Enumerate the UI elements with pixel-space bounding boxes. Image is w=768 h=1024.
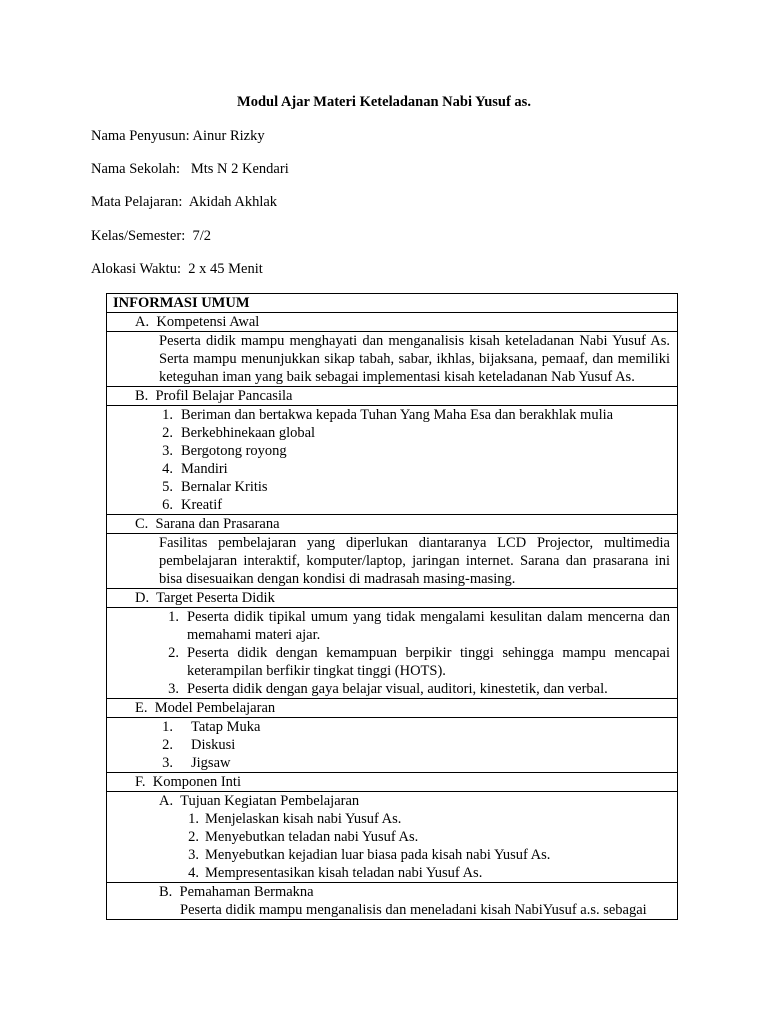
list-item: 1. Tatap Muka	[162, 719, 261, 735]
list-item: 3. Peserta didik dengan gaya belajar visual, auditori, kinestetik, dan verbal.	[168, 681, 608, 697]
section-a-text: Peserta didik mampu menghayati dan menganalisis kisah keteladanan Nabi Yusuf As. Serta mampu menunjukkan sikap tabah, sabar, ikhlas, bijaksana, pemaaf, dan memiliki keteguhan iman yang baik sebagai implementasi kisah keteladanan Nab Yusuf As.	[107, 332, 678, 387]
suba-title: A. Tujuan Kegiatan Pembelajaran	[159, 793, 360, 809]
list-item: 1. Peserta didik tipikal umum yang tidak mengalami kesulitan dalam mencerna dan memahami materi ajar.	[168, 609, 670, 643]
section-d-title: D. Target Peserta Didik	[107, 589, 678, 608]
list-item: 2. Peserta didik dengan kemampuan berpikir tinggi sehingga mampu mencapai keterampilan berfikir tingkat tinggi (HOTS).	[168, 645, 670, 679]
meta-kelas: Kelas/Semester: 7/2	[91, 228, 212, 244]
list-item: 4. Mempresentasikan kisah teladan nabi Yusuf As.	[188, 865, 483, 881]
info-table	[106, 293, 678, 920]
document-title: Modul Ajar Materi Keteladanan Nabi Yusuf as.	[237, 94, 531, 110]
list-item: 6. Kreatif	[162, 497, 223, 513]
section-e-list	[107, 718, 678, 773]
section-c-title: C. Sarana dan Prasarana	[107, 515, 678, 534]
section-f-title: F. Komponen Inti	[107, 773, 678, 792]
list-item: 3. Bergotong royong	[162, 443, 287, 459]
meta-mapel: Mata Pelajaran: Akidah Akhlak	[91, 194, 278, 210]
list-item: 3. Menyebutkan kejadian luar biasa pada kisah nabi Yusuf As.	[188, 847, 551, 863]
section-b-title: B. Profil Belajar Pancasila	[107, 387, 678, 406]
list-item: 1. Menjelaskan kisah nabi Yusuf As.	[188, 811, 402, 827]
list-item: 5. Bernalar Kritis	[162, 479, 268, 495]
section-c-text: Fasilitas pembelajaran yang diperlukan diantaranya LCD Projector, multimedia pembelajaran interaktif, komputer/laptop, jaringan internet. Sarana dan prasarana ini bisa disesuaikan dengan kondisi di madrasah masing-masing.	[107, 534, 678, 589]
meta-penyusun: Nama Penyusun: Ainur Rizky	[91, 128, 265, 144]
section-b-list	[107, 406, 678, 515]
list-item: 2. Menyebutkan teladan nabi Yusuf As.	[188, 829, 419, 845]
list-item: 2. Berkebhinekaan global	[162, 425, 316, 441]
section-d-list	[107, 608, 678, 699]
list-item: 4. Mandiri	[162, 461, 228, 477]
table-header: INFORMASI UMUM	[107, 294, 678, 313]
subb-text: Peserta didik mampu menganalisis dan meneladani kisah NabiYusuf a.s. sebagai	[180, 902, 647, 918]
section-f-subb	[107, 883, 678, 920]
meta-sekolah: Nama Sekolah: Mts N 2 Kendari	[91, 161, 289, 177]
list-item: 2. Diskusi	[162, 737, 236, 753]
list-item: 1. Beriman dan bertakwa kepada Tuhan Yang Maha Esa dan berakhlak mulia	[162, 407, 614, 423]
section-a-title: A. Kompetensi Awal	[107, 313, 678, 332]
list-item: 3. Jigsaw	[162, 755, 231, 771]
section-e-title: E. Model Pembelajaran	[107, 699, 678, 718]
section-f-suba	[107, 792, 678, 883]
subb-title: B. Pemahaman Bermakna	[159, 884, 314, 900]
meta-alokasi: Alokasi Waktu: 2 x 45 Menit	[91, 261, 263, 277]
